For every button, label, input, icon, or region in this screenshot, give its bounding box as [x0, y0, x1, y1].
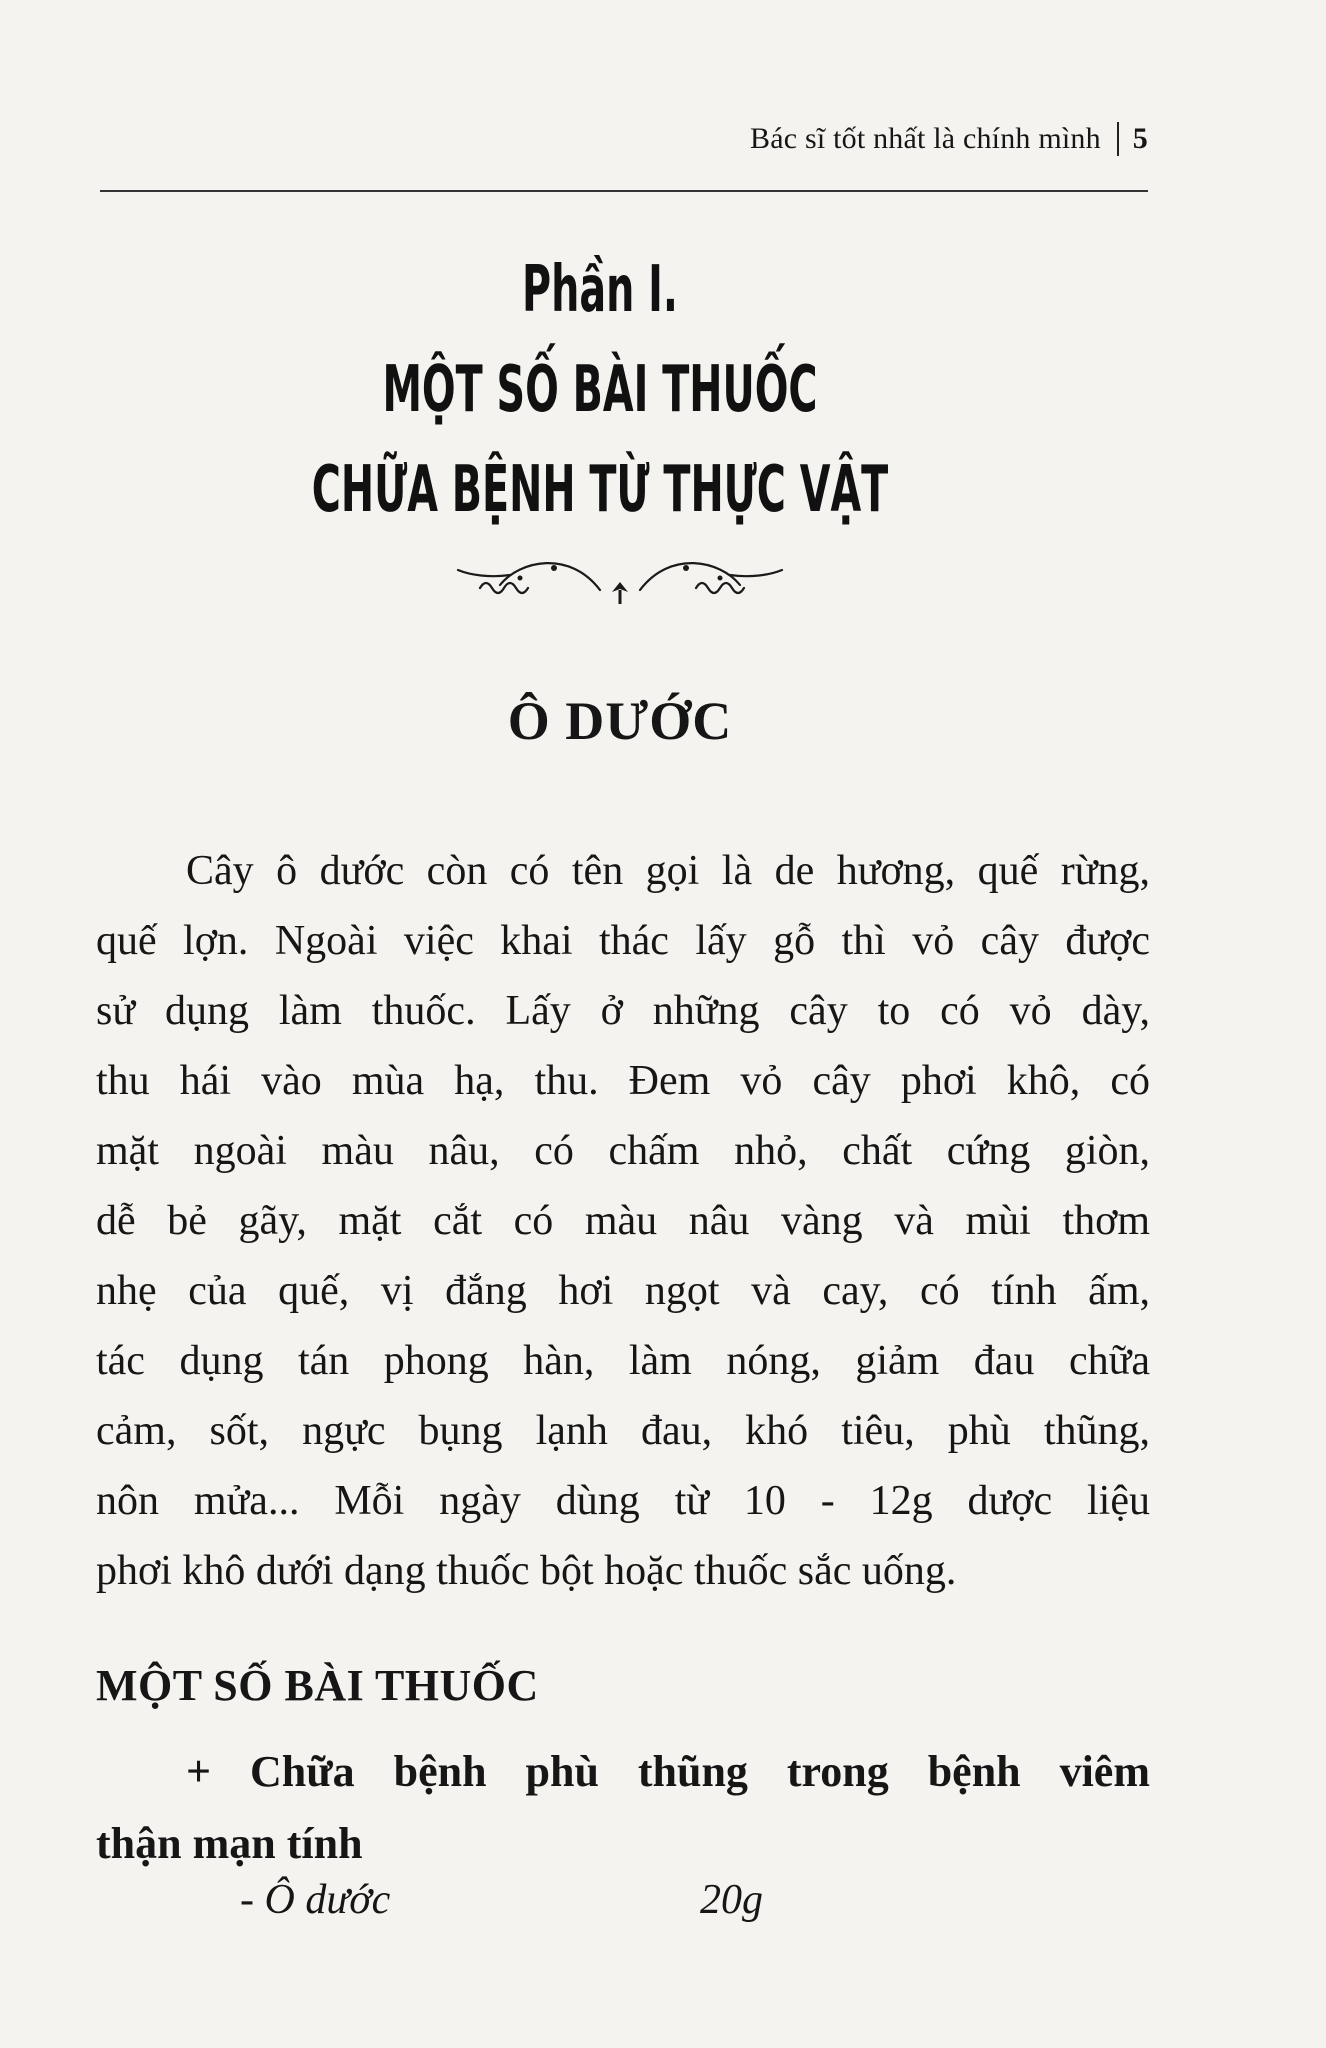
paragraph-line: sử dụng làm thuốc. Lấy ở những cây to có vỏ dày,: [96, 988, 1150, 1034]
paragraph-line: dễ bẻ gãy, mặt cắt có màu nâu vàng và mùi thơm: [96, 1198, 1150, 1244]
paragraph-line: tác dụng tán phong hàn, làm nóng, giảm đau chữa: [96, 1338, 1150, 1384]
ingredient-row: [240, 1876, 763, 1924]
part-label: Phần I.: [521, 253, 679, 327]
page-number: 5: [1132, 122, 1148, 155]
header-separator: [1117, 122, 1119, 156]
paragraph-line: nhẹ của quế, vị đắng hơi ngọt và cay, có tính ấm,: [96, 1268, 1150, 1314]
running-title: Bác sĩ tốt nhất là chính mình: [750, 122, 1101, 155]
ingredient-amount: 20g: [700, 1877, 763, 1923]
remedy-title-line-1: + Chữa bệnh phù thũng trong bệnh viêm: [186, 1747, 1150, 1796]
section-title: Ô DƯỚC: [507, 691, 733, 751]
part-heading: [228, 240, 972, 540]
paragraph-line: nôn mửa... Mỗi ngày dùng từ 10 - 12g dược liệu: [96, 1478, 1150, 1524]
paragraph-line: quế lợn. Ngoài việc khai thác lấy gỗ thì vỏ cây được: [96, 918, 1150, 964]
paragraph-line: phơi khô dưới dạng thuốc bột hoặc thuốc sắc uống.: [96, 1548, 957, 1594]
ingredient-name: - Ô dước: [240, 1877, 391, 1923]
paragraph-line: thu hái vào mùa hạ, thu. Đem vỏ cây phơi khô, có: [96, 1058, 1150, 1104]
header-rule: [100, 190, 1148, 192]
running-header: [750, 122, 1148, 156]
section-paragraph: [96, 836, 1150, 1606]
paragraph-line: Cây ô dước còn có tên gọi là de hương, quế rừng,: [186, 848, 1150, 894]
remedy-title-line-2: thận mạn tính: [96, 1819, 363, 1868]
remedy-title: [96, 1736, 1150, 1880]
part-title-line-1: MỘT SỐ BÀI THUỐC: [382, 353, 818, 427]
paragraph-line: cảm, sốt, ngực bụng lạnh đau, khó tiêu, phù thũng,: [96, 1408, 1150, 1454]
part-title-line-2: CHỮA BỆNH TỪ THỰC VẬT: [311, 453, 889, 527]
floral-divider-ornament: [450, 530, 790, 620]
remedies-heading: MỘT SỐ BÀI THUỐC: [96, 1661, 539, 1710]
paragraph-line: mặt ngoài màu nâu, có chấm nhỏ, chất cứng giòn,: [96, 1128, 1150, 1174]
